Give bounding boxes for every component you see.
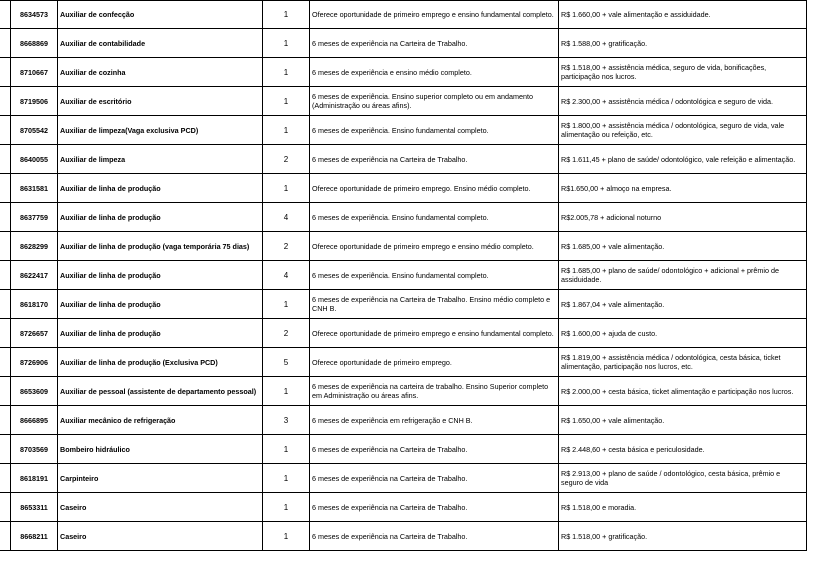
salary-benefits-cell: R$ 1.685,00 + vale alimentação. (559, 232, 807, 261)
row-margin-cell (0, 290, 11, 319)
job-code-cell: 8653609 (11, 377, 58, 406)
row-margin-cell (0, 377, 11, 406)
row-margin-cell (0, 348, 11, 377)
job-code-cell: 8668869 (11, 29, 58, 58)
requirements-cell: 6 meses de experiência na Carteira de Trabalho. (310, 29, 559, 58)
table-row (0, 87, 807, 116)
job-title-cell: Auxiliar de pessoal (assistente de departamento pessoal) (58, 377, 263, 406)
vacancy-count-cell: 1 (263, 290, 310, 319)
table-row (0, 348, 807, 377)
table-row (0, 29, 807, 58)
table-row (0, 377, 807, 406)
salary-benefits-cell: R$1.650,00 + almoço na empresa. (559, 174, 807, 203)
job-title-cell: Auxiliar de linha de produção (58, 290, 263, 319)
row-margin-cell (0, 232, 11, 261)
vacancy-count-cell: 4 (263, 261, 310, 290)
requirements-cell: Oferece oportunidade de primeiro emprego. (310, 348, 559, 377)
job-code-cell: 8666895 (11, 406, 58, 435)
table-row (0, 464, 807, 493)
job-title-cell: Auxiliar de linha de produção (58, 319, 263, 348)
row-margin-cell (0, 58, 11, 87)
requirements-cell: 6 meses de experiência e ensino médio completo. (310, 58, 559, 87)
table-row (0, 1, 807, 29)
job-title-cell: Auxiliar de escritório (58, 87, 263, 116)
row-margin-cell (0, 261, 11, 290)
salary-benefits-cell: R$ 1.518,00 + gratificação. (559, 522, 807, 551)
job-code-cell: 8631581 (11, 174, 58, 203)
job-code-cell: 8628299 (11, 232, 58, 261)
job-title-cell: Caseiro (58, 522, 263, 551)
requirements-cell: Oferece oportunidade de primeiro emprego. Ensino médio completo. (310, 174, 559, 203)
vacancy-count-cell: 1 (263, 493, 310, 522)
requirements-cell: Oferece oportunidade de primeiro emprego e ensino fundamental completo. (310, 1, 559, 29)
table-row (0, 145, 807, 174)
salary-benefits-cell: R$ 1.650,00 + vale alimentação. (559, 406, 807, 435)
table-row (0, 522, 807, 551)
vacancy-count-cell: 4 (263, 203, 310, 232)
job-title-cell: Auxiliar de linha de produção (58, 261, 263, 290)
table-body (0, 1, 807, 551)
vacancy-count-cell: 1 (263, 1, 310, 29)
salary-benefits-cell: R$ 1.800,00 + assistência médica / odontológica, seguro de vida, vale alimentação ou refeição, etc. (559, 116, 807, 145)
job-title-cell: Auxiliar de cozinha (58, 58, 263, 87)
vacancy-count-cell: 1 (263, 174, 310, 203)
job-title-cell: Auxiliar de contabilidade (58, 29, 263, 58)
table-row (0, 261, 807, 290)
job-title-cell: Auxiliar de linha de produção (Exclusiva PCD) (58, 348, 263, 377)
job-code-cell: 8703569 (11, 435, 58, 464)
row-margin-cell (0, 319, 11, 348)
row-margin-cell (0, 493, 11, 522)
table-row (0, 435, 807, 464)
vacancy-count-cell: 1 (263, 435, 310, 464)
vacancy-count-cell: 1 (263, 522, 310, 551)
salary-benefits-cell: R$ 1.600,00 + ajuda de custo. (559, 319, 807, 348)
job-code-cell: 8668211 (11, 522, 58, 551)
vacancy-count-cell: 2 (263, 232, 310, 261)
salary-benefits-cell: R$ 1.518,00 e moradia. (559, 493, 807, 522)
vacancy-count-cell: 1 (263, 29, 310, 58)
job-title-cell: Bombeiro hidráulico (58, 435, 263, 464)
row-margin-cell (0, 87, 11, 116)
job-code-cell: 8637759 (11, 203, 58, 232)
requirements-cell: 6 meses de experiência na Carteira de Trabalho. (310, 464, 559, 493)
requirements-cell: Oferece oportunidade de primeiro emprego e ensino fundamental completo. (310, 319, 559, 348)
salary-benefits-cell: R$ 2.448,60 + cesta básica e periculosidade. (559, 435, 807, 464)
job-title-cell: Auxiliar de linha de produção (58, 174, 263, 203)
vacancy-count-cell: 2 (263, 319, 310, 348)
row-margin-cell (0, 522, 11, 551)
row-margin-cell (0, 464, 11, 493)
vacancy-count-cell: 3 (263, 406, 310, 435)
job-code-cell: 8618191 (11, 464, 58, 493)
table-row (0, 319, 807, 348)
job-title-cell: Carpinteiro (58, 464, 263, 493)
table-row (0, 58, 807, 87)
vacancy-count-cell: 1 (263, 116, 310, 145)
job-code-cell: 8653311 (11, 493, 58, 522)
job-code-cell: 8634573 (11, 1, 58, 29)
requirements-cell: 6 meses de experiência na Carteira de Trabalho. (310, 522, 559, 551)
row-margin-cell (0, 145, 11, 174)
job-code-cell: 8618170 (11, 290, 58, 319)
vacancy-count-cell: 2 (263, 145, 310, 174)
salary-benefits-cell: R$ 2.300,00 + assistência médica / odontológica e seguro de vida. (559, 87, 807, 116)
table-row (0, 174, 807, 203)
requirements-cell: Oferece oportunidade de primeiro emprego e ensino médio completo. (310, 232, 559, 261)
row-margin-cell (0, 174, 11, 203)
job-code-cell: 8705542 (11, 116, 58, 145)
table-row (0, 232, 807, 261)
requirements-cell: 6 meses de experiência. Ensino superior completo ou em andamento (Administração ou áreas afins). (310, 87, 559, 116)
requirements-cell: 6 meses de experiência em refrigeração e CNH B. (310, 406, 559, 435)
requirements-cell: 6 meses de experiência na Carteira de Trabalho. (310, 145, 559, 174)
job-title-cell: Auxiliar mecânico de refrigeração (58, 406, 263, 435)
salary-benefits-cell: R$ 1.819,00 + assistência médica / odontológica, cesta básica, ticket alimentação, participação nos lucros, etc. (559, 348, 807, 377)
requirements-cell: 6 meses de experiência na Carteira de Trabalho. (310, 435, 559, 464)
table-row (0, 406, 807, 435)
vacancy-count-cell: 5 (263, 348, 310, 377)
job-code-cell: 8710667 (11, 58, 58, 87)
vacancy-count-cell: 1 (263, 87, 310, 116)
requirements-cell: 6 meses de experiência na Carteira de Trabalho. Ensino médio completo e CNH B. (310, 290, 559, 319)
salary-benefits-cell: R$ 1.518,00 + assistência médica, seguro de vida, bonificações, participação nos lucros. (559, 58, 807, 87)
table-row (0, 116, 807, 145)
requirements-cell: 6 meses de experiência. Ensino fundamental completo. (310, 203, 559, 232)
salary-benefits-cell: R$2.005,78 + adicional noturno (559, 203, 807, 232)
job-code-cell: 8640055 (11, 145, 58, 174)
salary-benefits-cell: R$ 1.867,04 + vale alimentação. (559, 290, 807, 319)
salary-benefits-cell: R$ 1.660,00 + vale alimentação e assiduidade. (559, 1, 807, 29)
job-title-cell: Auxiliar de linha de produção (58, 203, 263, 232)
row-margin-cell (0, 116, 11, 145)
row-margin-cell (0, 406, 11, 435)
requirements-cell: 6 meses de experiência na carteira de trabalho. Ensino Superior completo em Administração ou áreas afins. (310, 377, 559, 406)
row-margin-cell (0, 1, 11, 29)
job-title-cell: Auxiliar de limpeza (58, 145, 263, 174)
requirements-cell: 6 meses de experiência na Carteira de Trabalho. (310, 493, 559, 522)
job-code-cell: 8719506 (11, 87, 58, 116)
salary-benefits-cell: R$ 1.588,00 + gratificação. (559, 29, 807, 58)
job-title-cell: Auxiliar de limpeza(Vaga exclusiva PCD) (58, 116, 263, 145)
job-title-cell: Caseiro (58, 493, 263, 522)
salary-benefits-cell: R$ 2.913,00 + plano de saúde / odontológico, cesta básica, prêmio e seguro de vida (559, 464, 807, 493)
salary-benefits-cell: R$ 1.685,00 + plano de saúde/ odontológico + adicional + prêmio de assiduidade. (559, 261, 807, 290)
job-code-cell: 8726657 (11, 319, 58, 348)
row-margin-cell (0, 203, 11, 232)
job-title-cell: Auxiliar de linha de produção (vaga temporária 75 dias) (58, 232, 263, 261)
job-code-cell: 8622417 (11, 261, 58, 290)
salary-benefits-cell: R$ 1.611,45 + plano de saúde/ odontológico, vale refeição e alimentação. (559, 145, 807, 174)
table-row (0, 493, 807, 522)
job-title-cell: Auxiliar de confecção (58, 1, 263, 29)
requirements-cell: 6 meses de experiência. Ensino fundamental completo. (310, 261, 559, 290)
row-margin-cell (0, 435, 11, 464)
table-row (0, 290, 807, 319)
row-margin-cell (0, 29, 11, 58)
vacancy-count-cell: 1 (263, 377, 310, 406)
job-code-cell: 8726906 (11, 348, 58, 377)
salary-benefits-cell: R$ 2.000,00 + cesta básica, ticket alimentação e participação nos lucros. (559, 377, 807, 406)
vacancy-count-cell: 1 (263, 464, 310, 493)
requirements-cell: 6 meses de experiência. Ensino fundamental completo. (310, 116, 559, 145)
table-row (0, 203, 807, 232)
vacancy-count-cell: 1 (263, 58, 310, 87)
